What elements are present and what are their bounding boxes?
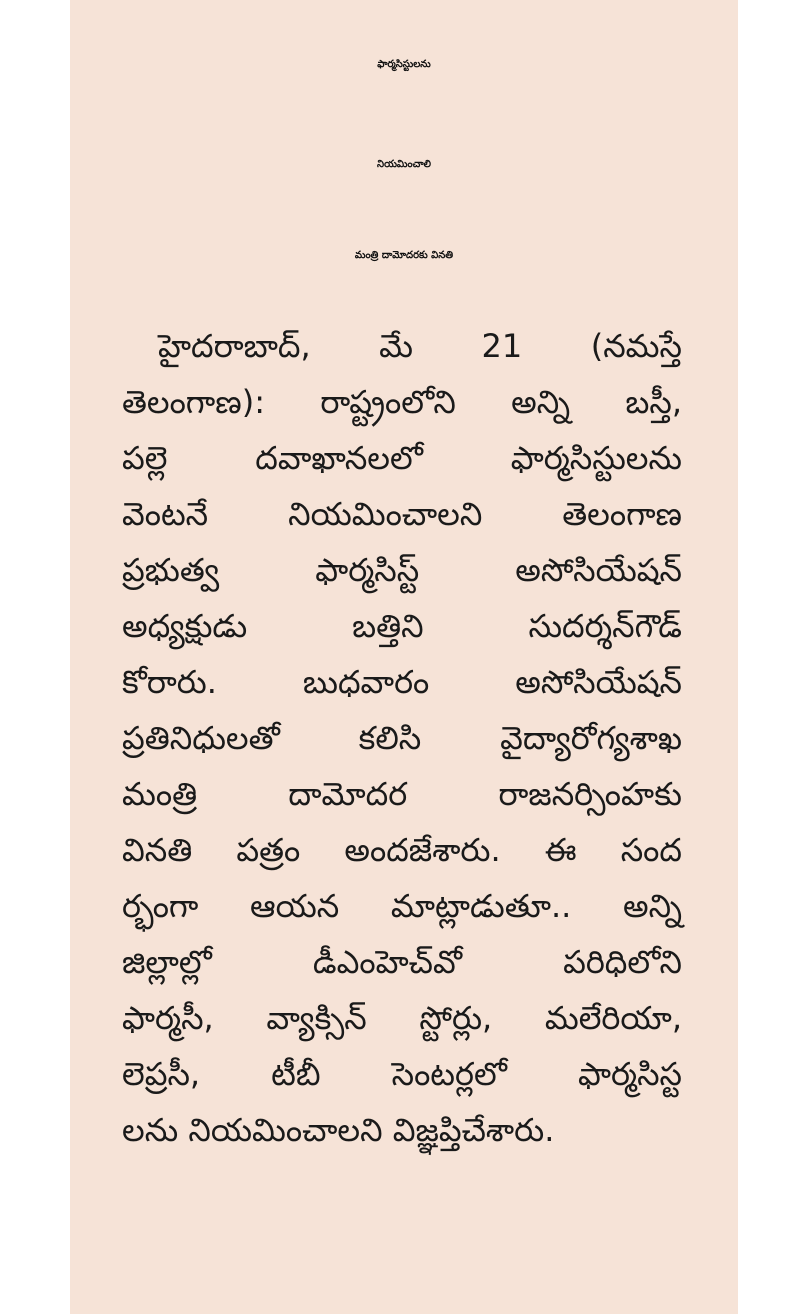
body-line: పల్లె దవాఖానలలో ఫార్మసిస్టులను (122, 439, 682, 477)
body-line: తెలంగాణ): రాష్ట్రంలోని అన్ని బస్తీ, (122, 383, 682, 421)
body-line: అధ్యక్షుడు బత్తిని సుదర్శన్‌గౌడ్ (122, 607, 682, 645)
right-margin (738, 0, 800, 1314)
body-line: లెప్రసీ, టీబీ సెంటర్లలో ఫార్మసిస్ట (122, 1055, 682, 1093)
body-line: మంత్రి దామోదర రాజనర్సింహకు (122, 775, 682, 813)
body-line: జిల్లాల్లో డీఎంహెచ్‌వో పరిధిలోని (122, 943, 682, 981)
body-line: ప్రతినిధులతో కలిసి వైద్యారోగ్యశాఖ (122, 719, 682, 757)
body-line: ప్రభుత్వ ఫార్మసిస్ట్ అసోసియేషన్ (122, 551, 682, 589)
body-line: వెంటనే నియమించాలని తెలంగాణ (122, 495, 682, 533)
headline-line-2: నియమించాలి (377, 159, 431, 170)
subheadline: మంత్రి దామోదరకు వినతి (354, 250, 454, 261)
headline-line-1: ఫార్మసిస్టులను (377, 59, 431, 70)
left-margin (0, 0, 70, 1314)
body-line: ర్భంగా ఆయన మాట్లాడుతూ.. అన్ని (122, 887, 682, 925)
body-line: కోరారు. బుధవారం అసోసియేషన్ (122, 663, 682, 701)
body-line: ఫార్మసీ, వ్యాక్సిన్ స్టోర్లు, మలేరియా, (122, 999, 682, 1037)
newspaper-clipping (70, 0, 738, 1314)
article-body (122, 318, 682, 1158)
body-line: హైదరాబాద్, మే 21 (నమస్తే (158, 327, 682, 365)
body-line: వినతి పత్రం అందజేశారు. ఈ సంద (122, 831, 682, 869)
body-line: లను నియమించాలని విజ్ఞప్తిచేశారు. (122, 1111, 555, 1149)
